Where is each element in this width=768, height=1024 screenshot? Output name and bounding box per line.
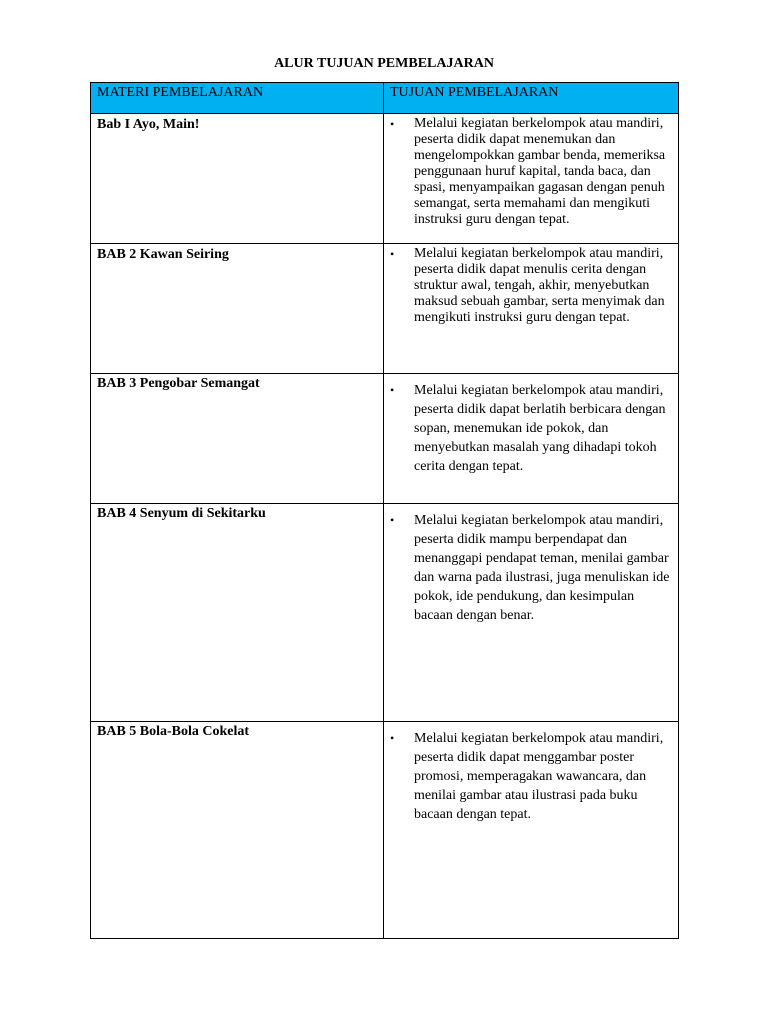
goal-cell <box>384 114 679 244</box>
table-row <box>91 244 679 374</box>
topic-cell <box>91 374 384 504</box>
topic-label: BAB 2 Kawan Seiring <box>97 247 229 262</box>
table-row <box>91 374 679 504</box>
bullet-icon: • <box>390 247 395 261</box>
topic-label: BAB 4 Senyum di Sekitarku <box>97 506 266 521</box>
learning-objectives-table <box>90 82 679 939</box>
goal-text: Melalui kegiatan berkelompok atau mandiri, peserta didik dapat berlatih berbicara dengan sopan, menemukan ide pokok, dan menyebutkan masalah yang dihadapi tokoh cerita dengan tepat. <box>414 383 666 474</box>
topic-cell <box>91 722 384 939</box>
topic-cell <box>91 114 384 244</box>
topic-label: Bab I Ayo, Main! <box>97 117 200 132</box>
bullet-icon: • <box>390 731 395 745</box>
goal-cell <box>384 374 679 504</box>
header-tujuan: TUJUAN PEMBELAJARAN <box>384 83 679 114</box>
goal-cell <box>384 722 679 939</box>
topic-label: BAB 5 Bola-Bola Cokelat <box>97 724 250 739</box>
topic-cell <box>91 244 384 374</box>
table-row <box>91 722 679 939</box>
header-materi: MATERI PEMBELAJARAN <box>91 83 384 114</box>
goal-text: Melalui kegiatan berkelompok atau mandiri, peserta didik dapat menemukan dan mengelompokkan gambar benda, memeriksa penggunaan huruf kapital, tanda baca, dan spasi, menyampaikan gagasan dengan penuh semangat, serta memahami dan mengikuti instruksi guru dengan tepat. <box>414 116 666 227</box>
table-header-row <box>91 83 679 114</box>
bullet-icon: • <box>390 117 395 131</box>
bullet-icon: • <box>390 513 395 527</box>
goal-cell <box>384 504 679 722</box>
table-row <box>91 504 679 722</box>
table-row <box>91 114 679 244</box>
goal-text: Melalui kegiatan berkelompok atau mandiri, peserta didik dapat menggambar poster promosi, memperagakan wawancara, dan menilai gambar atau ilustrasi pada buku bacaan dengan tepat. <box>414 731 664 822</box>
goal-cell <box>384 244 679 374</box>
goal-text: Melalui kegiatan berkelompok atau mandiri, peserta didik dapat menulis cerita dengan struktur awal, tengah, akhir, menyebutkan maksud sebuah gambar, serta menyimak dan mengikuti instruksi guru dengan tepat. <box>414 246 665 325</box>
topic-label: BAB 3 Pengobar Semangat <box>97 376 260 391</box>
goal-text: Melalui kegiatan berkelompok atau mandiri, peserta didik mampu berpendapat dan menanggapi pendapat teman, menilai gambar dan warna pada ilustrasi, juga menuliskan ide pokok, ide pendukung, dan kesimpulan bacaan dengan benar. <box>414 513 670 623</box>
page-title: ALUR TUJUAN PEMBELAJARAN <box>274 56 494 71</box>
bullet-icon: • <box>390 383 395 397</box>
topic-cell <box>91 504 384 722</box>
